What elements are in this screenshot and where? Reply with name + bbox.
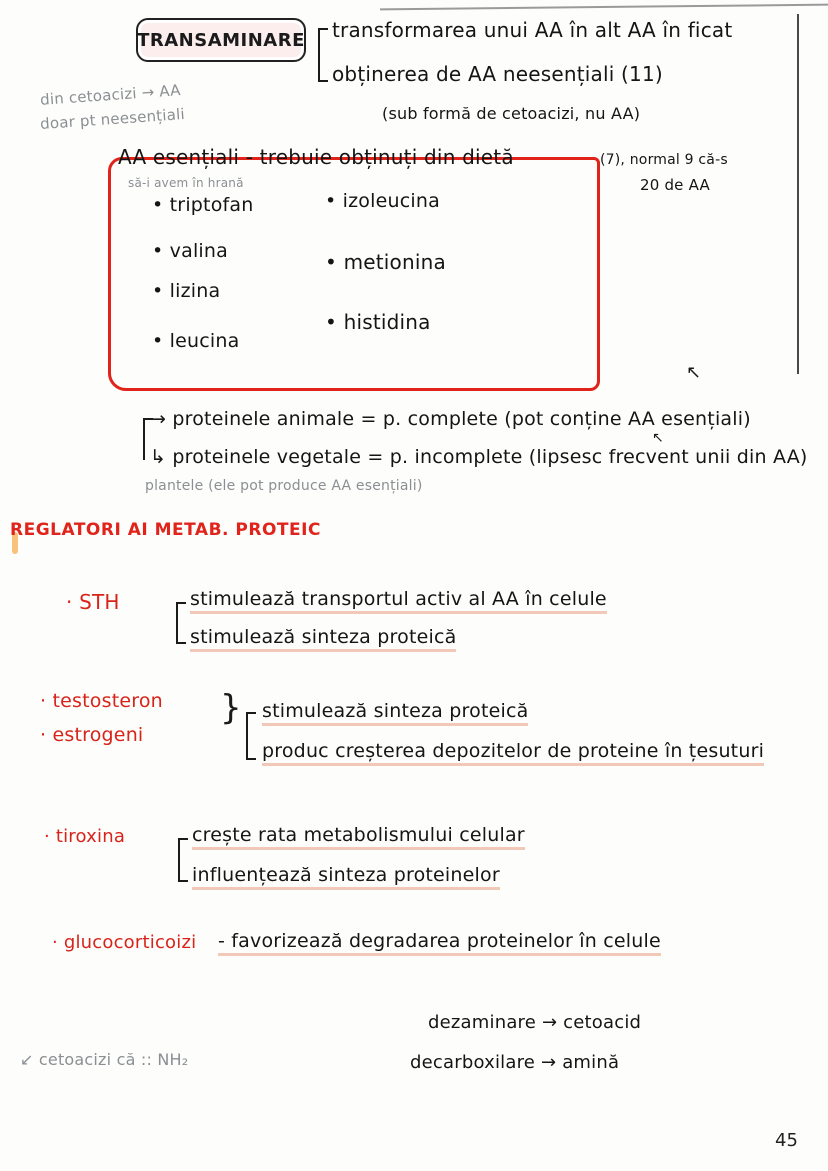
aa-item: • histidina [325, 310, 431, 334]
tiroxina-effect-1: crește rata metabolismului celular [192, 824, 525, 846]
arrow-up-left-icon: ↖ [652, 430, 664, 446]
sth-effect-1: stimulează transportul activ al AA în celule [190, 588, 607, 610]
definition-2: obținerea de AA neesențiali (11) [332, 62, 663, 86]
sex-hormones-effect-1: stimulează sinteza proteică [262, 700, 528, 722]
hormone-tiroxina: · tiroxina [44, 826, 126, 847]
tiroxina-bracket [178, 838, 188, 882]
essential-heading: AA esențiali - trebuie obținuți din dietă [118, 145, 514, 169]
page-title: TRANSAMINARE [137, 29, 305, 51]
arrow-right-icon: ↳ [150, 446, 173, 468]
tiroxina-effect-2: influențează sinteza proteinelor [192, 864, 500, 886]
hormone-testosteron: · testosteron [40, 690, 163, 712]
proteins-pencil-note: plantele (ele pot produce AA esențiali) [145, 478, 423, 494]
arrow-left-icon: ↙ [20, 1050, 39, 1069]
hormone-sth: · STH [66, 590, 120, 614]
reaction-dezaminare: dezaminare → cetoacid [428, 1012, 642, 1033]
definition-subnote: (sub formă de cetoacizi, nu AA) [382, 104, 641, 123]
definitions-bracket [318, 28, 328, 82]
arrow-right-icon: → [150, 408, 173, 430]
margin-line [797, 14, 799, 374]
hormone-glucocorticoizi: · glucocorticoizi [52, 932, 197, 953]
pencil-line-left: să-i avem în hrană [128, 176, 244, 190]
sth-effect-2: stimulează sinteza proteică [190, 626, 456, 648]
aa-item: • valina [152, 240, 228, 262]
aa-item: • izoleucina [325, 190, 440, 212]
title-badge [136, 18, 306, 62]
sex-hormones-effect-2: produc creșterea depozitelor de proteine în țesuturi [262, 740, 764, 762]
protein-animal: → proteinele animale = p. complete (pot conține AA esențiali) [150, 408, 751, 430]
pencil-line-right: 20 de AA [640, 176, 710, 194]
hormone-estrogeni: · estrogeni [40, 724, 144, 746]
margin-note-2: doar pt neesențiali [39, 104, 186, 134]
arrow-up-left-icon: ↖ [686, 362, 702, 383]
glucocorticoizi-effect: - favorizează degradarea proteinelor în celule [218, 930, 661, 952]
sth-bracket [176, 602, 186, 644]
aa-item: • metionina [325, 250, 446, 274]
definition-1: transformarea unui AA în alt AA în ficat [332, 18, 733, 42]
aa-item: • triptofan [152, 194, 254, 216]
bottom-pencil-note: ↙ cetoacizi că :: NH₂ [20, 1050, 189, 1069]
page-number: 45 [775, 1130, 798, 1151]
page-top-edge [380, 4, 828, 11]
sex-hormones-bracket [246, 712, 256, 760]
reaction-decarboxilare: decarboxilare → amină [410, 1052, 620, 1073]
aa-item: • leucina [152, 330, 239, 352]
brace-icon: } [220, 688, 242, 728]
protein-vegetal: ↳ proteinele vegetale = p. incomplete (lipsesc frecvent unii din AA) [150, 446, 808, 468]
aa-item: • lizina [152, 280, 220, 302]
margin-note-1: din cetoacizi → AA [39, 81, 182, 109]
essential-heading-suffix: (7), normal 9 că-s [600, 152, 728, 168]
regulators-heading: REGLATORI AI METAB. PROTEIC [10, 520, 321, 540]
